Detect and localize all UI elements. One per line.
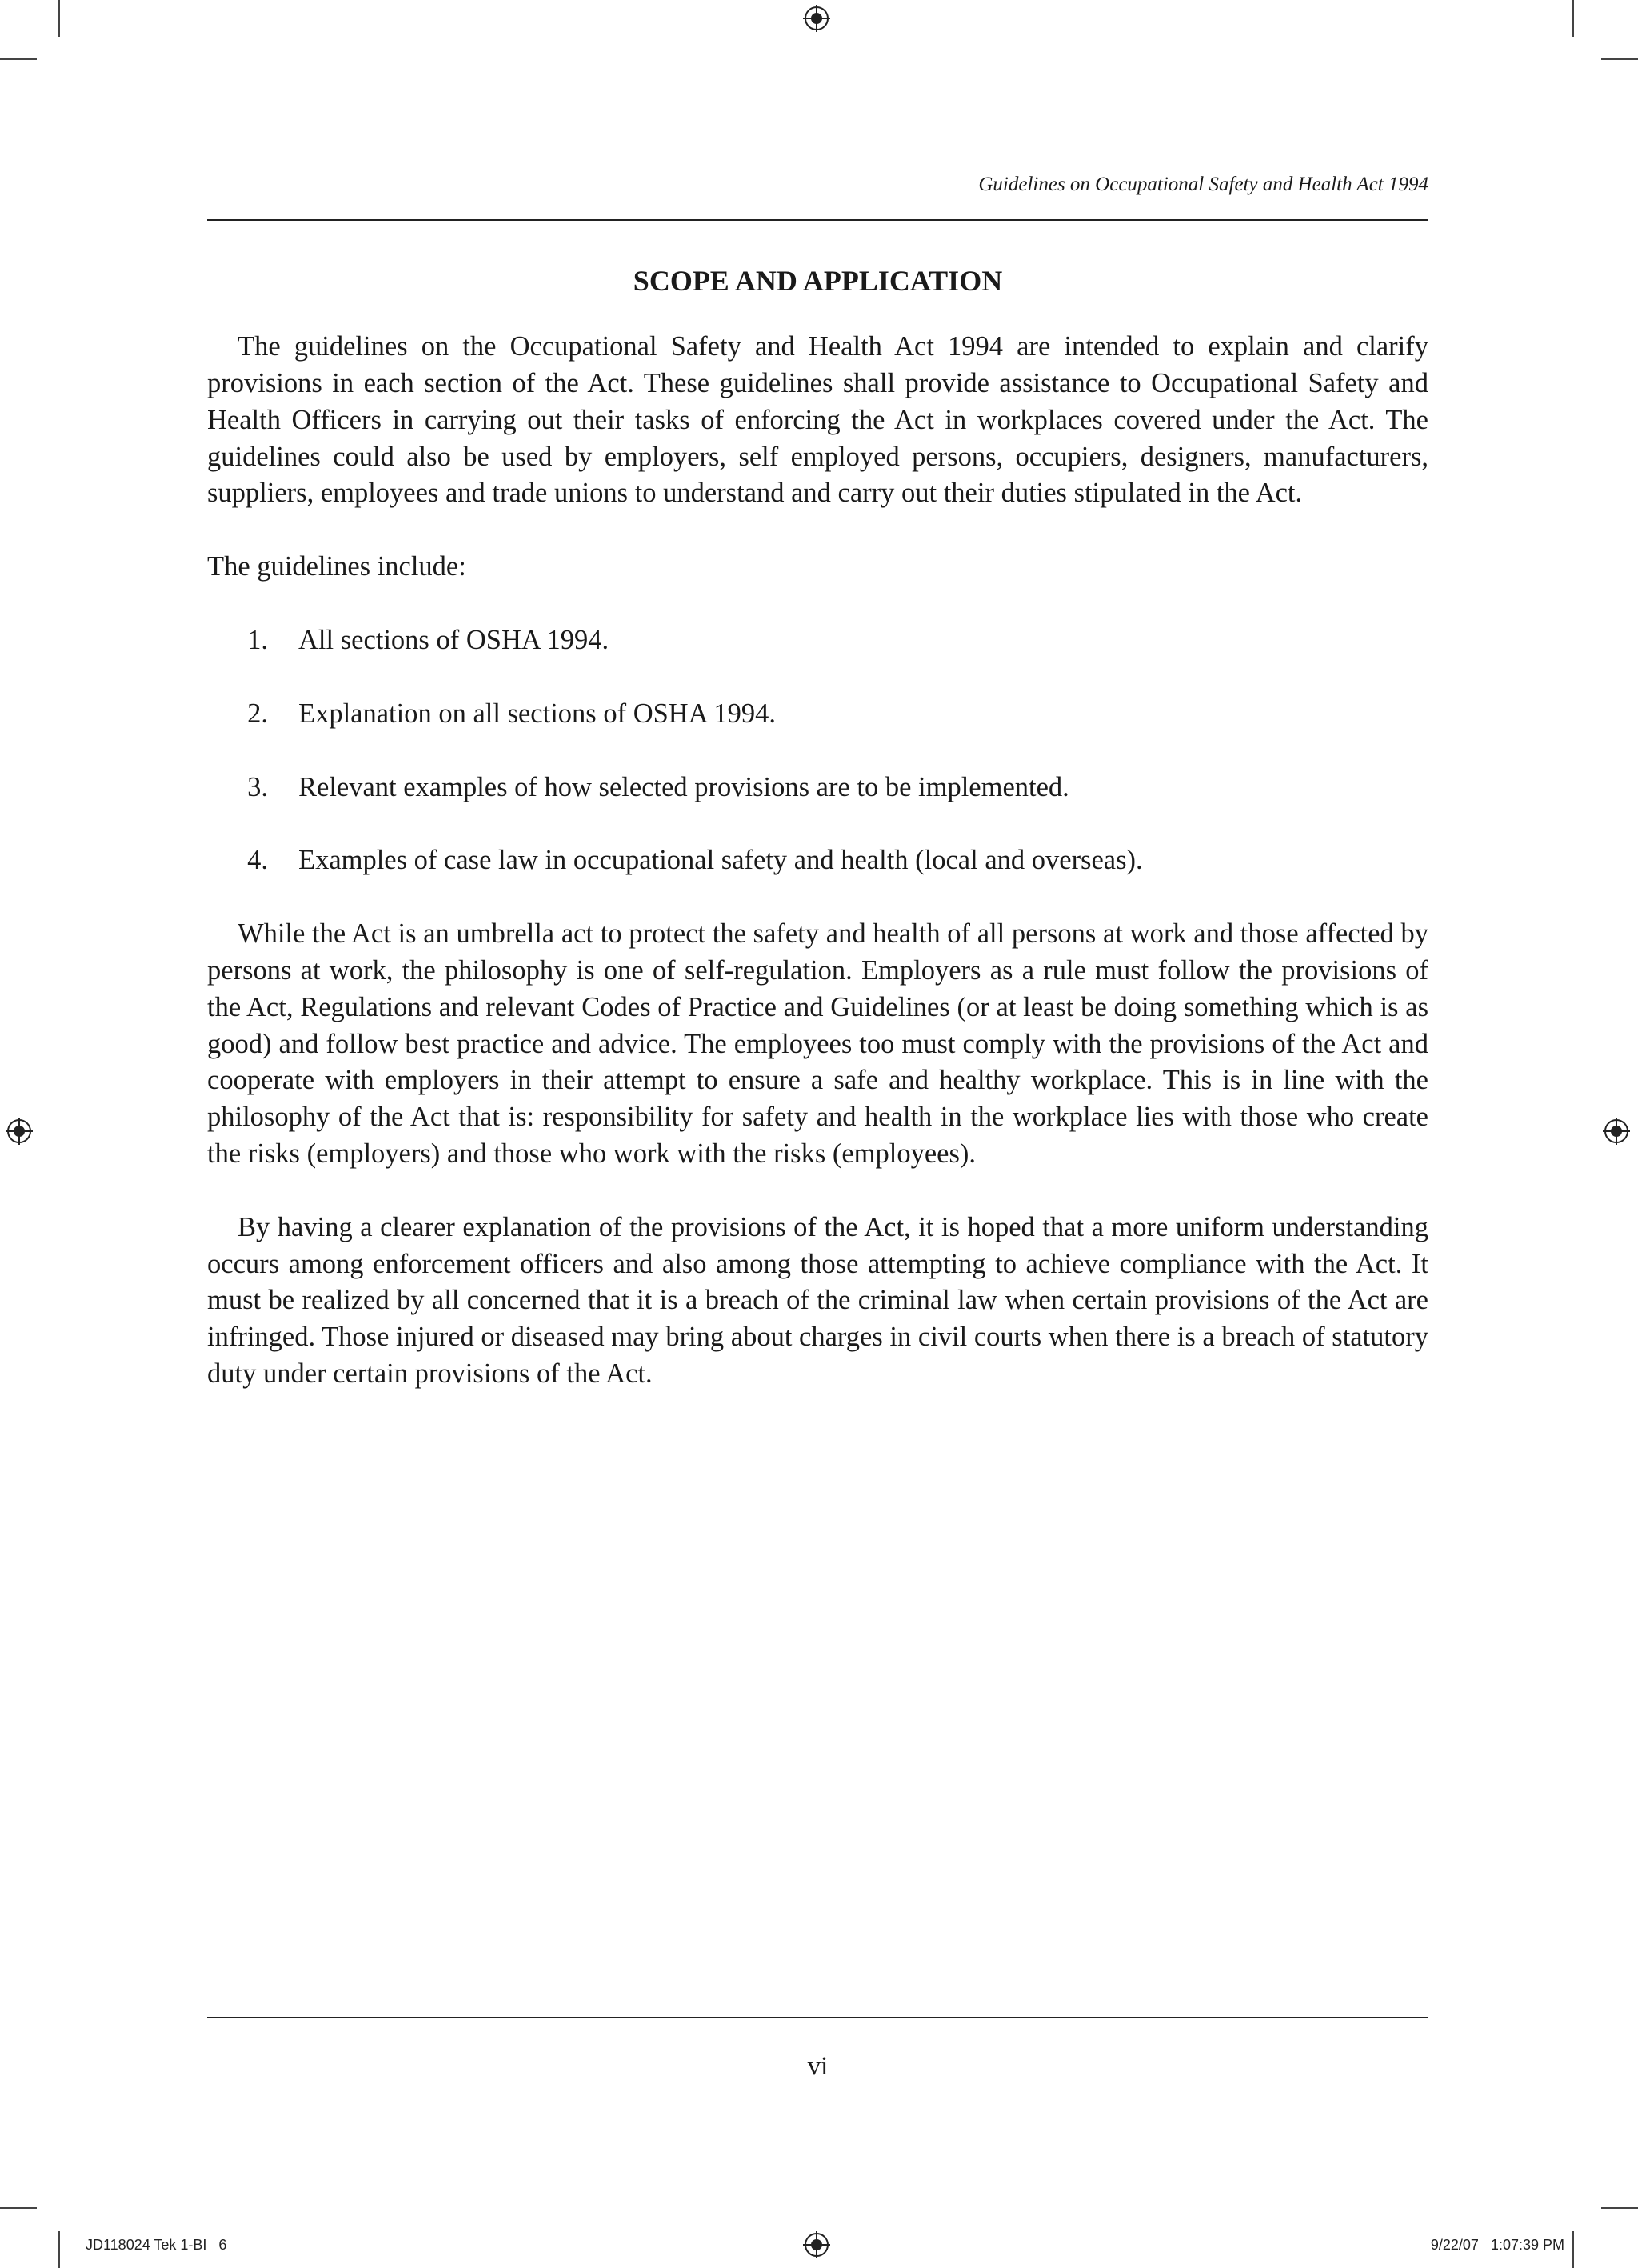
footer-rule xyxy=(207,2017,1428,2018)
page-number: vi xyxy=(807,2052,829,2081)
running-header: Guidelines on Occupational Safety and Health Act 1994 xyxy=(978,174,1428,195)
crop-mark xyxy=(58,0,60,37)
crop-mark xyxy=(1572,0,1574,37)
list-item-number: 1. xyxy=(247,624,268,655)
list-item xyxy=(207,770,1428,806)
registration-mark-icon xyxy=(1603,1118,1630,1145)
crop-mark xyxy=(1601,58,1638,60)
registration-mark-icon xyxy=(803,2231,830,2258)
crop-mark xyxy=(1601,2207,1638,2209)
crop-mark xyxy=(0,2207,37,2209)
list-item xyxy=(207,622,1428,659)
slug-file: JD118024 Tek 1-BI 6 xyxy=(86,2237,227,2253)
intro-paragraph: The guidelines on the Occupational Safety and Health Act 1994 are intended to explain and clarify provisions in each section of the Act. These guidelines shall provide assistance to Occupational Safety and Health Officers in carrying out their tasks of enforcing the Act in workplaces covered under the Act. The guidelines could also be used by employers, self employed persons, occupiers, designers, manufacturers, suppliers, employees and trade unions to understand and carry out their duties stipulated in the Act. xyxy=(207,331,1428,509)
crop-mark xyxy=(0,58,37,60)
list-intro: The guidelines include: xyxy=(207,551,466,582)
crop-mark xyxy=(58,2231,60,2268)
list-item-number: 2. xyxy=(247,698,268,729)
compliance-paragraph: By having a clearer explanation of the provisions of the Act, it is hoped that a more uniform understanding occurs among enforcement officers and also among those attempting to achieve compliance with the Act. It must be realized by all concerned that it is a breach of the criminal law when certain provisions of the Act are infringed. Those injured or diseased may bring about charges in civil courts when there is a breach of statutory duty under certain provisions of the Act. xyxy=(207,1211,1428,1389)
slug-timestamp: 9/22/07 1:07:39 PM xyxy=(1430,2237,1564,2253)
list-item-text: Explanation on all sections of OSHA 1994. xyxy=(298,698,776,729)
list-item xyxy=(207,696,1428,733)
registration-mark-icon xyxy=(6,1118,33,1145)
page-content xyxy=(207,264,1428,1430)
header-rule xyxy=(207,219,1428,221)
list-item-text: Examples of case law in occupational safety and health (local and overseas). xyxy=(298,845,1143,876)
guidelines-list xyxy=(207,622,1428,879)
section-title: SCOPE AND APPLICATION xyxy=(633,265,1003,297)
registration-mark-icon xyxy=(803,5,830,32)
list-item-text: Relevant examples of how selected provisions are to be implemented. xyxy=(298,771,1069,802)
list-item-number: 4. xyxy=(247,845,268,876)
list-item-number: 3. xyxy=(247,771,268,802)
list-item xyxy=(207,842,1428,879)
list-item-text: All sections of OSHA 1994. xyxy=(298,624,609,655)
philosophy-paragraph: While the Act is an umbrella act to protect the safety and health of all persons at work and those affected by persons at work, the philosophy is one of self-regulation. Employers as a rule must follow the provisions of the Act, Regulations and relevant Codes of Practice and Guidelines (or at least be doing something which is as good) and follow best practice and advice. The employees too must comply with the provisions of the Act and cooperate with employers in their attempt to ensure a safe and healthy workplace. This is in line with the philosophy of the Act that is: responsibility for safety and health in the workplace lies with those who create the risks (employers) and those who work with the risks (employees). xyxy=(207,918,1428,1169)
crop-mark xyxy=(1572,2231,1574,2268)
